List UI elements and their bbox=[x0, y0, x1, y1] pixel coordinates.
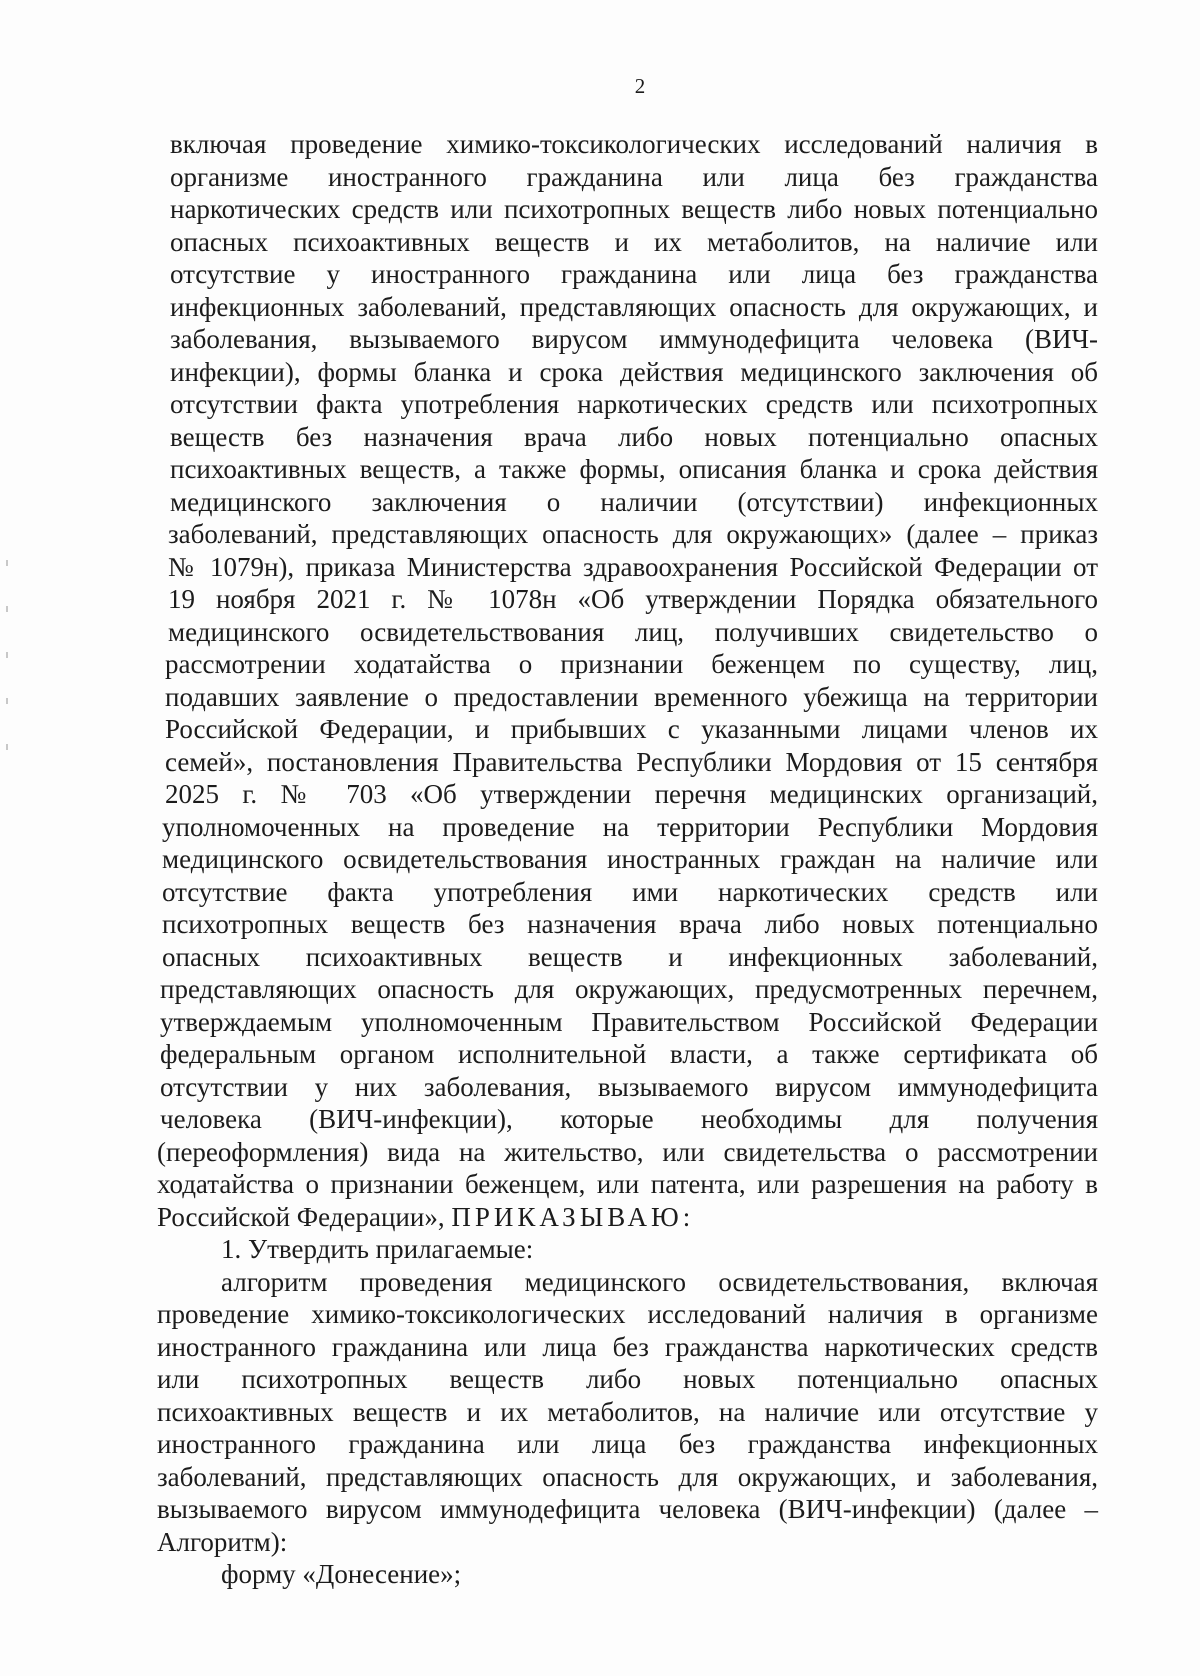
algorithm-line: Алгоритм): bbox=[157, 1526, 288, 1557]
algorithm-line: проведение химико-токсикологических исследований наличия в организме bbox=[157, 1299, 1098, 1329]
text-line: уполномоченных на проведение на территории Республики Мордовия bbox=[162, 811, 1098, 842]
text-line: семей», постановления Правительства Республики Мордовия от 15 сентября bbox=[165, 746, 1098, 777]
document-body bbox=[157, 128, 1098, 1591]
text-line: отсутствии у них заболевания, вызываемого вирусом иммунодефицита bbox=[160, 1071, 1098, 1102]
order-keyword: ПРИКАЗЫВАЮ: bbox=[451, 1201, 695, 1232]
text-line: отсутствие у иностранного гражданина или лица без гражданства bbox=[170, 259, 1098, 289]
text-line: веществ без назначения врача либо новых потенциально опасных bbox=[170, 421, 1098, 452]
text-line: медицинского заключения о наличии (отсутствии) инфекционных bbox=[170, 486, 1098, 517]
text-line: наркотических средств или психотропных веществ либо новых потенциально bbox=[170, 194, 1098, 224]
text-line: Российской Федерации, и прибывших с указанными лицами членов их bbox=[165, 714, 1098, 744]
text-line: опасных психоактивных веществ и их метаболитов, на наличие или bbox=[170, 226, 1098, 257]
text-line: 19 ноября 2021 г. № 1078н «Об утверждении Порядка обязательного bbox=[168, 584, 1098, 614]
page-number: 2 bbox=[634, 74, 646, 98]
text-line: медицинского освидетельствования иностранных граждан на наличие или bbox=[162, 844, 1098, 874]
text-line: подавших заявление о предоставлении временного убежища на территории bbox=[165, 681, 1098, 712]
text-line: психоактивных веществ, а также формы, описания бланка и срока действия bbox=[170, 454, 1098, 484]
text-line: медицинского освидетельствования лиц, получивших свидетельство о bbox=[168, 616, 1098, 647]
text-line: (переоформления) вида на жительство, или свидетельства о рассмотрении bbox=[157, 1136, 1098, 1167]
algorithm-line: заболеваний, представляющих опасность для окружающих, и заболевания, bbox=[157, 1461, 1098, 1492]
algorithm-line: вызываемого вирусом иммунодефицита человека (ВИЧ-инфекции) (далее – bbox=[157, 1494, 1098, 1524]
text-line: 2025 г. № 703 «Об утверждении перечня медицинских организаций, bbox=[165, 779, 1098, 809]
form-item-line: форму «Донесение»; bbox=[221, 1559, 462, 1589]
text-line: федеральным органом исполнительной власти, а также сертификата об bbox=[160, 1039, 1098, 1069]
text-line: отсутствие факта употребления ими наркотических средств или bbox=[162, 876, 1098, 907]
text-line: заболевания, вызываемого вирусом иммунодефицита человека (ВИЧ- bbox=[170, 324, 1098, 354]
algorithm-line: или психотропных веществ либо новых потенциально опасных bbox=[157, 1364, 1098, 1394]
text-line: психотропных веществ без назначения врача либо новых потенциально bbox=[162, 909, 1098, 939]
algorithm-line: иностранного гражданина или лица без гражданства наркотических средств bbox=[157, 1331, 1098, 1362]
order-line bbox=[157, 1201, 1098, 1234]
text-line: рассмотрении ходатайства о признании беженцем по существу, лиц, bbox=[165, 649, 1098, 679]
text-line: утверждаемым уполномоченным Правительством Российской Федерации bbox=[160, 1006, 1098, 1037]
scan-margin-marks bbox=[6, 560, 10, 800]
text-line: включая проведение химико-токсикологических исследований наличия в bbox=[170, 129, 1098, 159]
text-line: заболеваний, представляющих опасность для окружающих» (далее – приказ bbox=[168, 519, 1098, 549]
text-line: ходатайства о признании беженцем, или патента, или разрешения на работу в bbox=[157, 1169, 1098, 1199]
text-line: инфекционных заболеваний, представляющих опасность для окружающих, и bbox=[170, 291, 1098, 322]
text-line: человека (ВИЧ-инфекции), которые необходимы для получения bbox=[160, 1104, 1098, 1134]
text-line: инфекции), формы бланка и срока действия медицинского заключения об bbox=[170, 356, 1098, 387]
text-line: опасных психоактивных веществ и инфекционных заболеваний, bbox=[162, 941, 1098, 972]
text-line: № 1079н), приказа Министерства здравоохранения Российской Федерации от bbox=[168, 551, 1098, 582]
text-line: представляющих опасность для окружающих, предусмотренных перечнем, bbox=[160, 974, 1098, 1004]
algorithm-line: психоактивных веществ и их метаболитов, на наличие или отсутствие у bbox=[157, 1396, 1098, 1427]
algorithm-line: иностранного гражданина или лица без гражданства инфекционных bbox=[157, 1429, 1098, 1459]
algorithm-line: алгоритм проведения медицинского освидетельствования, включая bbox=[221, 1266, 1098, 1297]
order-line-lead: Российской Федерации», bbox=[157, 1201, 452, 1232]
item-1-heading: 1. Утвердить прилагаемые: bbox=[221, 1234, 534, 1264]
text-line: организме иностранного гражданина или лица без гражданства bbox=[170, 161, 1098, 192]
text-line: отсутствии факта употребления наркотических средств или психотропных bbox=[170, 389, 1098, 419]
